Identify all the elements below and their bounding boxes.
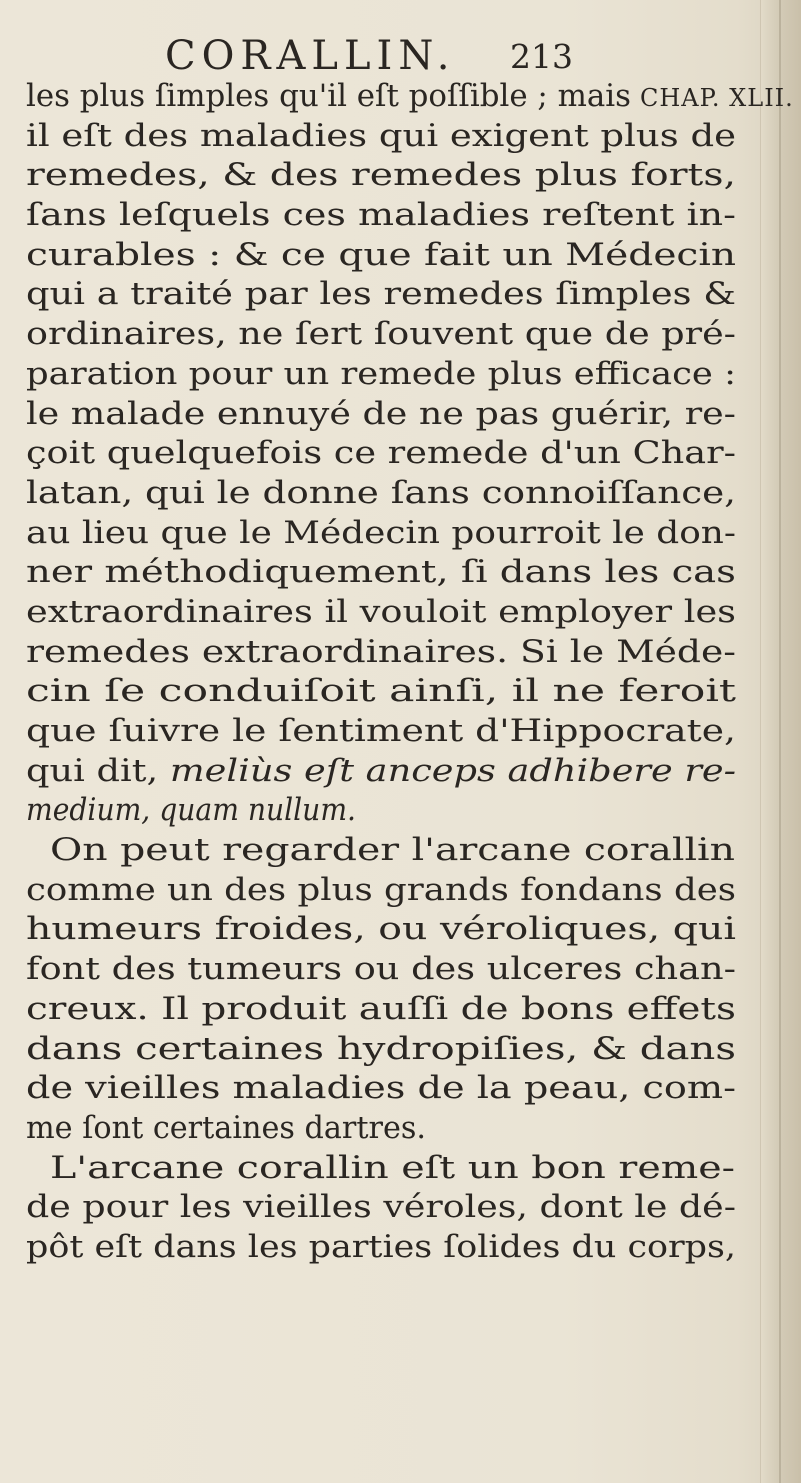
text-line [26,514,746,554]
text-line [26,553,746,593]
text-line [26,77,746,117]
page-edge [760,0,801,1483]
text-line [26,196,746,236]
text-line [26,712,746,752]
text-line [26,1228,746,1268]
text-line-content: de vieilles maladies de la peau, com- [26,1070,737,1107]
text-line-content: que ſuivre le ſentiment d'Hippocrate, [26,713,736,749]
text-line-content: curables : & ce que fait un Médecin [26,236,736,273]
text-line-content: qui a traité par les remedes ſimples & [26,276,736,313]
text-line [26,1030,746,1070]
margin-note: CHAP. XLII. [640,84,794,112]
text-line-content: comme un des plus grands fondans des [26,871,736,908]
text-line [26,474,746,514]
text-line-content: le malade ennuyé de ne pas guérir, re- [26,395,736,432]
text-line [26,315,746,355]
text-line [26,355,746,395]
text-line [26,275,746,315]
text-line [26,395,746,435]
text-line-content: dans certaines hydropiſies, & dans [26,1030,736,1067]
text-line [26,1149,746,1189]
text-line [26,1069,746,1109]
text-line [26,117,746,157]
text-line [26,1109,746,1149]
text-line [26,752,746,792]
text-line-content: cin ſe conduiſoit ainſi, il ne feroit [26,673,736,710]
text-line-content: les plus ſimples qu'il eſt poſſible ; mais [26,78,632,114]
text-line-content: ſans leſquels ces maladies reſtent in- [26,197,737,234]
text-line-content: au lieu que le Médecin pourroit le don- [26,514,736,551]
page-number: 213 [510,37,573,76]
text-line-content: ordinaires, ne ſert ſouvent que de pré- [26,316,737,353]
text-line-content: L'arcane corallin eſt un bon reme- [50,1149,736,1186]
text-line [26,950,746,990]
text-line [26,434,746,474]
body-text [26,77,746,1268]
text-line [26,672,746,712]
text-line [26,990,746,1030]
text-line-content: remedes extraordinaires. Si le Méde- [26,633,737,670]
text-line [26,156,746,196]
binding-line [779,0,781,1483]
text-line-content: On peut regarder l'arcane corallin [50,832,735,869]
text-line-content: latan, qui le donne ſans connoiſſance, [26,474,736,511]
text-line [26,791,746,831]
text-line-content: font des tumeurs ou des ulceres chan- [26,951,737,988]
text-line [26,593,746,633]
text-line-content: creux. Il produit auſſi de bons effets [26,990,736,1027]
text-line-content: me ſont certaines dartres. [26,1109,426,1146]
text-line [26,633,746,673]
running-head: CORALLIN. [165,33,456,79]
text-line-content: de pour les vieilles véroles, dont le dé- [26,1189,736,1226]
text-line [26,236,746,276]
text-line-content: çoit quelquefois ce remede d'un Char- [26,435,736,472]
text-line-content: medium, quam nullum. [26,792,357,829]
text-line-content: humeurs froides, ou véroliques, qui [26,911,737,948]
text-line-content: extraordinaires il vouloit employer les [26,593,737,630]
text-line [26,910,746,950]
text-line [26,871,746,911]
text-line-content: il eſt des maladies qui exigent plus de [26,117,736,154]
text-line [26,831,746,871]
text-line-content: paration pour un remede plus efficace : [26,355,736,392]
text-line-content: pôt eſt dans les parties ſolides du corps, [26,1228,737,1265]
text-line [26,1188,746,1228]
text-line-content: ner méthodiquement, ſi dans les cas [26,554,736,591]
text-line-content: remedes, & des remedes plus forts, [26,157,737,194]
text-line-content: qui dit, meliùs eſt anceps adhibere re- [26,752,737,789]
